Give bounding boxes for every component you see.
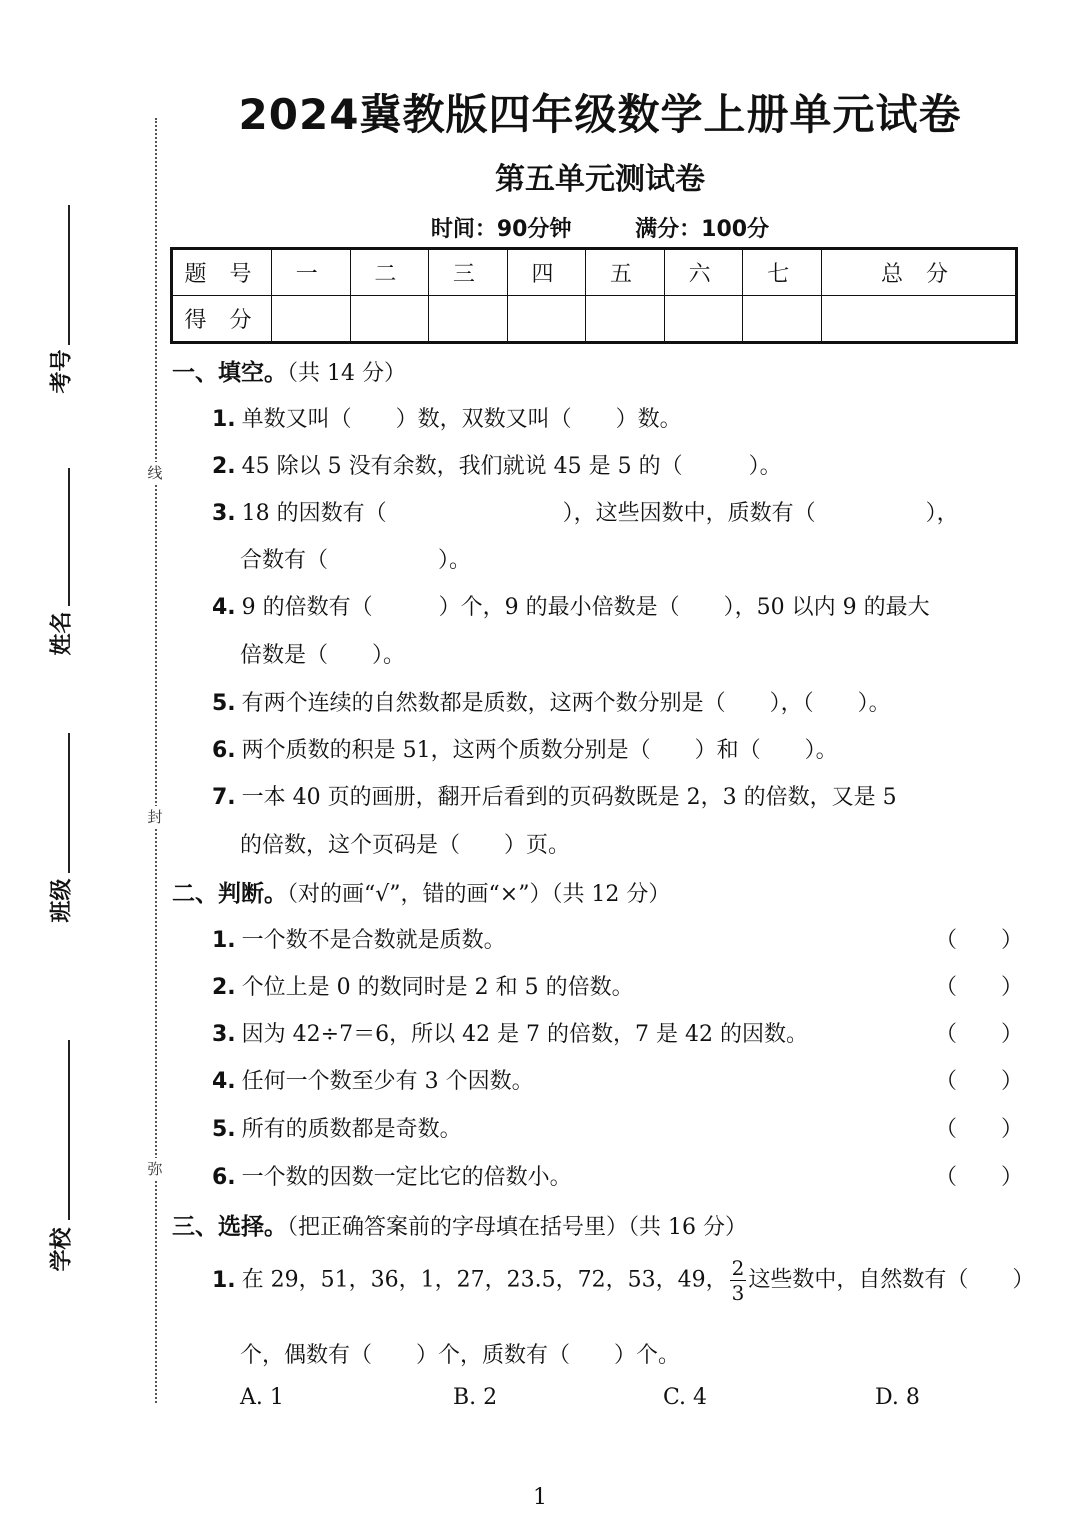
answer-brackets[interactable]: （ ） <box>935 1022 1024 1047</box>
score-entry-cell[interactable] <box>507 296 586 343</box>
question-continuation: 个，偶数有（ ）个，质数有（ ）个。 <box>240 1343 681 1368</box>
score-entry-cell[interactable] <box>350 296 429 343</box>
option-a[interactable]: A. 1 <box>240 1385 284 1410</box>
school-label: 学校 <box>49 1227 75 1272</box>
school-line <box>68 1040 70 1220</box>
judgement-item <box>212 1064 534 1095</box>
score-table-cell: 总 分 <box>821 249 1016 296</box>
score-entry-cell[interactable] <box>272 296 351 343</box>
question-text: 45 除以 5 没有余数，我们就说 45 是 5 的（ ）。 <box>241 454 782 479</box>
question-text: 所有的质数都是奇数。 <box>241 1117 462 1142</box>
section3-title: 三、选择。 <box>172 1214 287 1240</box>
section1-points: （共 14 分） <box>287 361 406 386</box>
fraction <box>730 1258 747 1303</box>
score-table-cell: 题 号 <box>172 249 272 296</box>
judgement-item <box>212 970 634 1001</box>
question-number: 1. <box>212 928 236 953</box>
question <box>212 449 782 480</box>
question-number: 2. <box>212 454 236 479</box>
page-title: 2024冀教版四年级数学上册单元试卷 <box>238 90 962 139</box>
judgement-item <box>212 1017 808 1048</box>
question-number: 1. <box>212 1267 236 1293</box>
question-number: 6. <box>212 1165 236 1190</box>
binding-mark-mi: 弥 <box>147 1160 163 1178</box>
question-number: 7. <box>212 785 236 810</box>
score-entry-cell[interactable] <box>664 296 743 343</box>
question-text: 任何一个数至少有 3 个因数。 <box>241 1069 534 1094</box>
question-number: 1. <box>212 407 236 432</box>
class-label: 班级 <box>49 878 75 923</box>
question-text: 在 29，51，36，1，27，23.5，72，53，49， <box>241 1267 728 1293</box>
score-entry-cell[interactable] <box>743 296 822 343</box>
full-score: 满分：100分 <box>635 217 770 242</box>
question <box>212 686 891 717</box>
section1-title: 一、填空。 <box>172 360 287 386</box>
choice-question <box>212 1258 1034 1303</box>
question-continuation: 倍数是（ ）。 <box>240 643 406 668</box>
score-table-cell: 三 <box>429 249 508 296</box>
section1-heading <box>172 354 406 387</box>
question-number: 4. <box>212 595 236 620</box>
name-line <box>68 468 70 606</box>
score-entry-cell[interactable] <box>586 296 665 343</box>
question-text: 一个数不是合数就是质数。 <box>241 928 506 953</box>
question <box>212 496 959 527</box>
section3-heading <box>172 1208 747 1241</box>
answer-brackets[interactable]: （ ） <box>935 1165 1024 1190</box>
question-number: 4. <box>212 1069 236 1094</box>
score-table-cell: 七 <box>743 249 822 296</box>
question-text: 有两个连续的自然数都是质数，这两个数分别是（ ），（ ）。 <box>241 691 891 716</box>
question-text: 个位上是 0 的数同时是 2 和 5 的倍数。 <box>241 975 634 1000</box>
binding-mark-xian: 线 <box>147 464 163 482</box>
judgement-item <box>212 1160 572 1191</box>
score-table-cell: 一 <box>272 249 351 296</box>
fraction-numerator: 2 <box>731 1256 745 1280</box>
judgement-item <box>212 1112 462 1143</box>
name-label: 姓名 <box>49 611 75 656</box>
score-table-cell: 六 <box>664 249 743 296</box>
question-number: 5. <box>212 691 236 716</box>
question <box>212 590 930 621</box>
option-d[interactable]: D. 8 <box>875 1385 920 1410</box>
unit-subtitle: 第五单元测试卷 <box>495 162 705 197</box>
score-table-cell: 二 <box>350 249 429 296</box>
page-number: 1 <box>533 1485 547 1510</box>
judgement-item <box>212 923 506 954</box>
question-number: 6. <box>212 738 236 763</box>
score-table <box>170 247 1018 344</box>
binding-dotted-line <box>155 118 157 1403</box>
score-row-label: 得 分 <box>172 296 272 343</box>
section3-points: （把正确答案前的字母填在括号里）（共 16 分） <box>287 1215 747 1240</box>
question-text-after: 这些数中，自然数有（ ） <box>748 1267 1035 1293</box>
section2-heading <box>172 875 670 908</box>
score-table-cell: 四 <box>507 249 586 296</box>
question <box>212 780 897 811</box>
question-number: 3. <box>212 501 236 526</box>
question-text: 9 的倍数有（ ）个，9 的最小倍数是（ ），50 以内 9 的最大 <box>241 595 930 620</box>
score-entry-cell[interactable] <box>429 296 508 343</box>
question-text: 18 的因数有（ ），这些因数中，质数有（ ）， <box>241 501 959 526</box>
answer-brackets[interactable]: （ ） <box>935 1117 1024 1142</box>
binding-mark-feng: 封 <box>147 808 163 826</box>
score-table-score-row <box>172 296 1017 343</box>
answer-brackets[interactable]: （ ） <box>935 1069 1024 1094</box>
answer-brackets[interactable]: （ ） <box>935 975 1024 1000</box>
option-c[interactable]: C. 4 <box>663 1385 708 1410</box>
fraction-denominator: 3 <box>731 1281 745 1305</box>
question <box>212 402 682 433</box>
question-continuation: 的倍数，这个页码是（ ）页。 <box>240 833 571 858</box>
question-text: 两个质数的积是 51，这两个质数分别是（ ）和（ ）。 <box>241 738 838 763</box>
question-text: 因为 42÷7＝6，所以 42 是 7 的倍数，7 是 42 的因数。 <box>241 1022 809 1047</box>
exam-meta <box>160 212 1040 243</box>
question-number: 5. <box>212 1117 236 1142</box>
question-number: 2. <box>212 975 236 1000</box>
question-number: 3. <box>212 1022 236 1047</box>
class-line <box>68 733 70 873</box>
exam-number-label: 考号 <box>49 349 75 394</box>
answer-brackets[interactable]: （ ） <box>935 928 1024 953</box>
option-b[interactable]: B. 2 <box>453 1385 498 1410</box>
time-limit: 时间：90分钟 <box>430 217 572 242</box>
score-entry-cell[interactable] <box>821 296 1016 343</box>
section2-points: （对的画“√”，错的画“×”）（共 12 分） <box>287 882 671 907</box>
question-continuation: 合数有（ ）。 <box>240 548 472 573</box>
section2-title: 二、判断。 <box>172 881 287 907</box>
question-text: 单数又叫（ ）数，双数又叫（ ）数。 <box>241 407 682 432</box>
question <box>212 733 838 764</box>
exam-number-line <box>68 205 70 345</box>
question-text: 一个数的因数一定比它的倍数小。 <box>241 1165 572 1190</box>
score-table-header-row <box>172 249 1017 296</box>
question-text: 一本 40 页的画册，翻开后看到的页码数既是 2，3 的倍数，又是 5 <box>241 785 897 810</box>
score-table-cell: 五 <box>586 249 665 296</box>
